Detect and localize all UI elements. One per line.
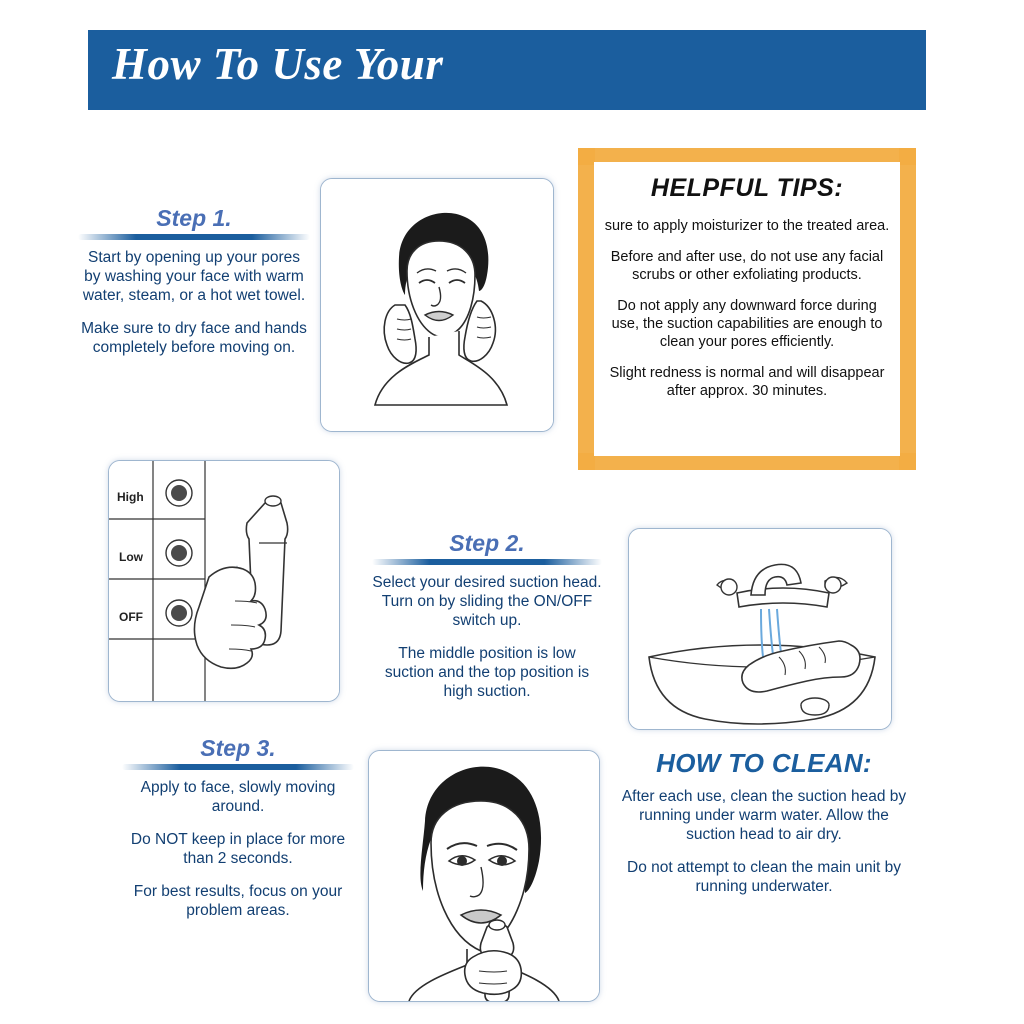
step-2-divider xyxy=(372,559,602,565)
switch-label-high: High xyxy=(117,490,144,504)
step-2-paragraph-2: The middle position is low suction and the top position is high suction. xyxy=(384,645,590,700)
illustration-face-washing xyxy=(320,178,554,432)
tips-paragraph-3: Do not apply any downward force during use, the suction capabilities are enough to clean your pores efficiently. xyxy=(611,298,883,350)
how-to-clean-paragraph-2: Do not attempt to clean the main unit by running underwater. xyxy=(627,859,901,895)
switch-label-low: Low xyxy=(119,550,143,564)
step-1-label: Step 1. xyxy=(156,205,232,231)
step-2-paragraph-1: Select your desired suction head. Turn on by sliding the ON/OFF switch up. xyxy=(372,574,602,629)
page-title: How To Use Your xyxy=(112,39,444,89)
step-1-paragraph-2: Make sure to dry face and hands completely before moving on. xyxy=(81,320,307,356)
tips-paragraph-4: Slight redness is normal and will disappear after approx. 30 minutes. xyxy=(609,365,885,399)
step-3-text-block xyxy=(122,735,354,920)
step-3-divider xyxy=(122,764,354,770)
tips-content xyxy=(594,162,900,456)
how-to-clean-paragraph-1: After each use, clean the suction head by running under warm water. Allow the suction head to air dry. xyxy=(621,788,907,843)
illustration-faucet-cleaning xyxy=(628,528,892,730)
tips-paragraph-1: sure to apply moisturizer to the treated area. xyxy=(604,218,890,234)
helpful-tips-box xyxy=(578,148,916,470)
device-switch-drawing xyxy=(109,461,339,701)
tips-title: HELPFUL TIPS: xyxy=(650,174,844,202)
step-3-label: Step 3. xyxy=(200,735,276,761)
step-1-divider xyxy=(78,234,310,240)
tips-border-right xyxy=(899,148,916,470)
step-1-text-block xyxy=(78,205,310,357)
step-3-paragraph-1: Apply to face, slowly moving around. xyxy=(140,779,336,815)
illustration-device-switch xyxy=(108,460,340,702)
tips-border-left xyxy=(578,148,595,470)
step-3-paragraph-2: Do NOT keep in place for more than 2 seconds. xyxy=(130,831,346,867)
step-3-paragraph-3: For best results, focus on your problem areas. xyxy=(133,883,343,919)
switch-label-off: OFF xyxy=(119,610,143,624)
step-1-paragraph-1: Start by opening up your pores by washing your face with warm water, steam, or a hot wet towel. xyxy=(82,249,306,304)
step-2-text-block xyxy=(372,530,602,701)
tips-paragraph-2: Before and after use, do not use any facial scrubs or other exfoliating products. xyxy=(610,249,884,283)
device-on-face-drawing xyxy=(369,751,599,1001)
how-to-clean-title: HOW TO CLEAN: xyxy=(656,748,872,778)
how-to-clean-block xyxy=(618,748,910,896)
face-washing-drawing xyxy=(321,179,553,431)
illustration-device-on-face xyxy=(368,750,600,1002)
faucet-drawing xyxy=(629,529,891,729)
step-2-label: Step 2. xyxy=(449,530,525,556)
